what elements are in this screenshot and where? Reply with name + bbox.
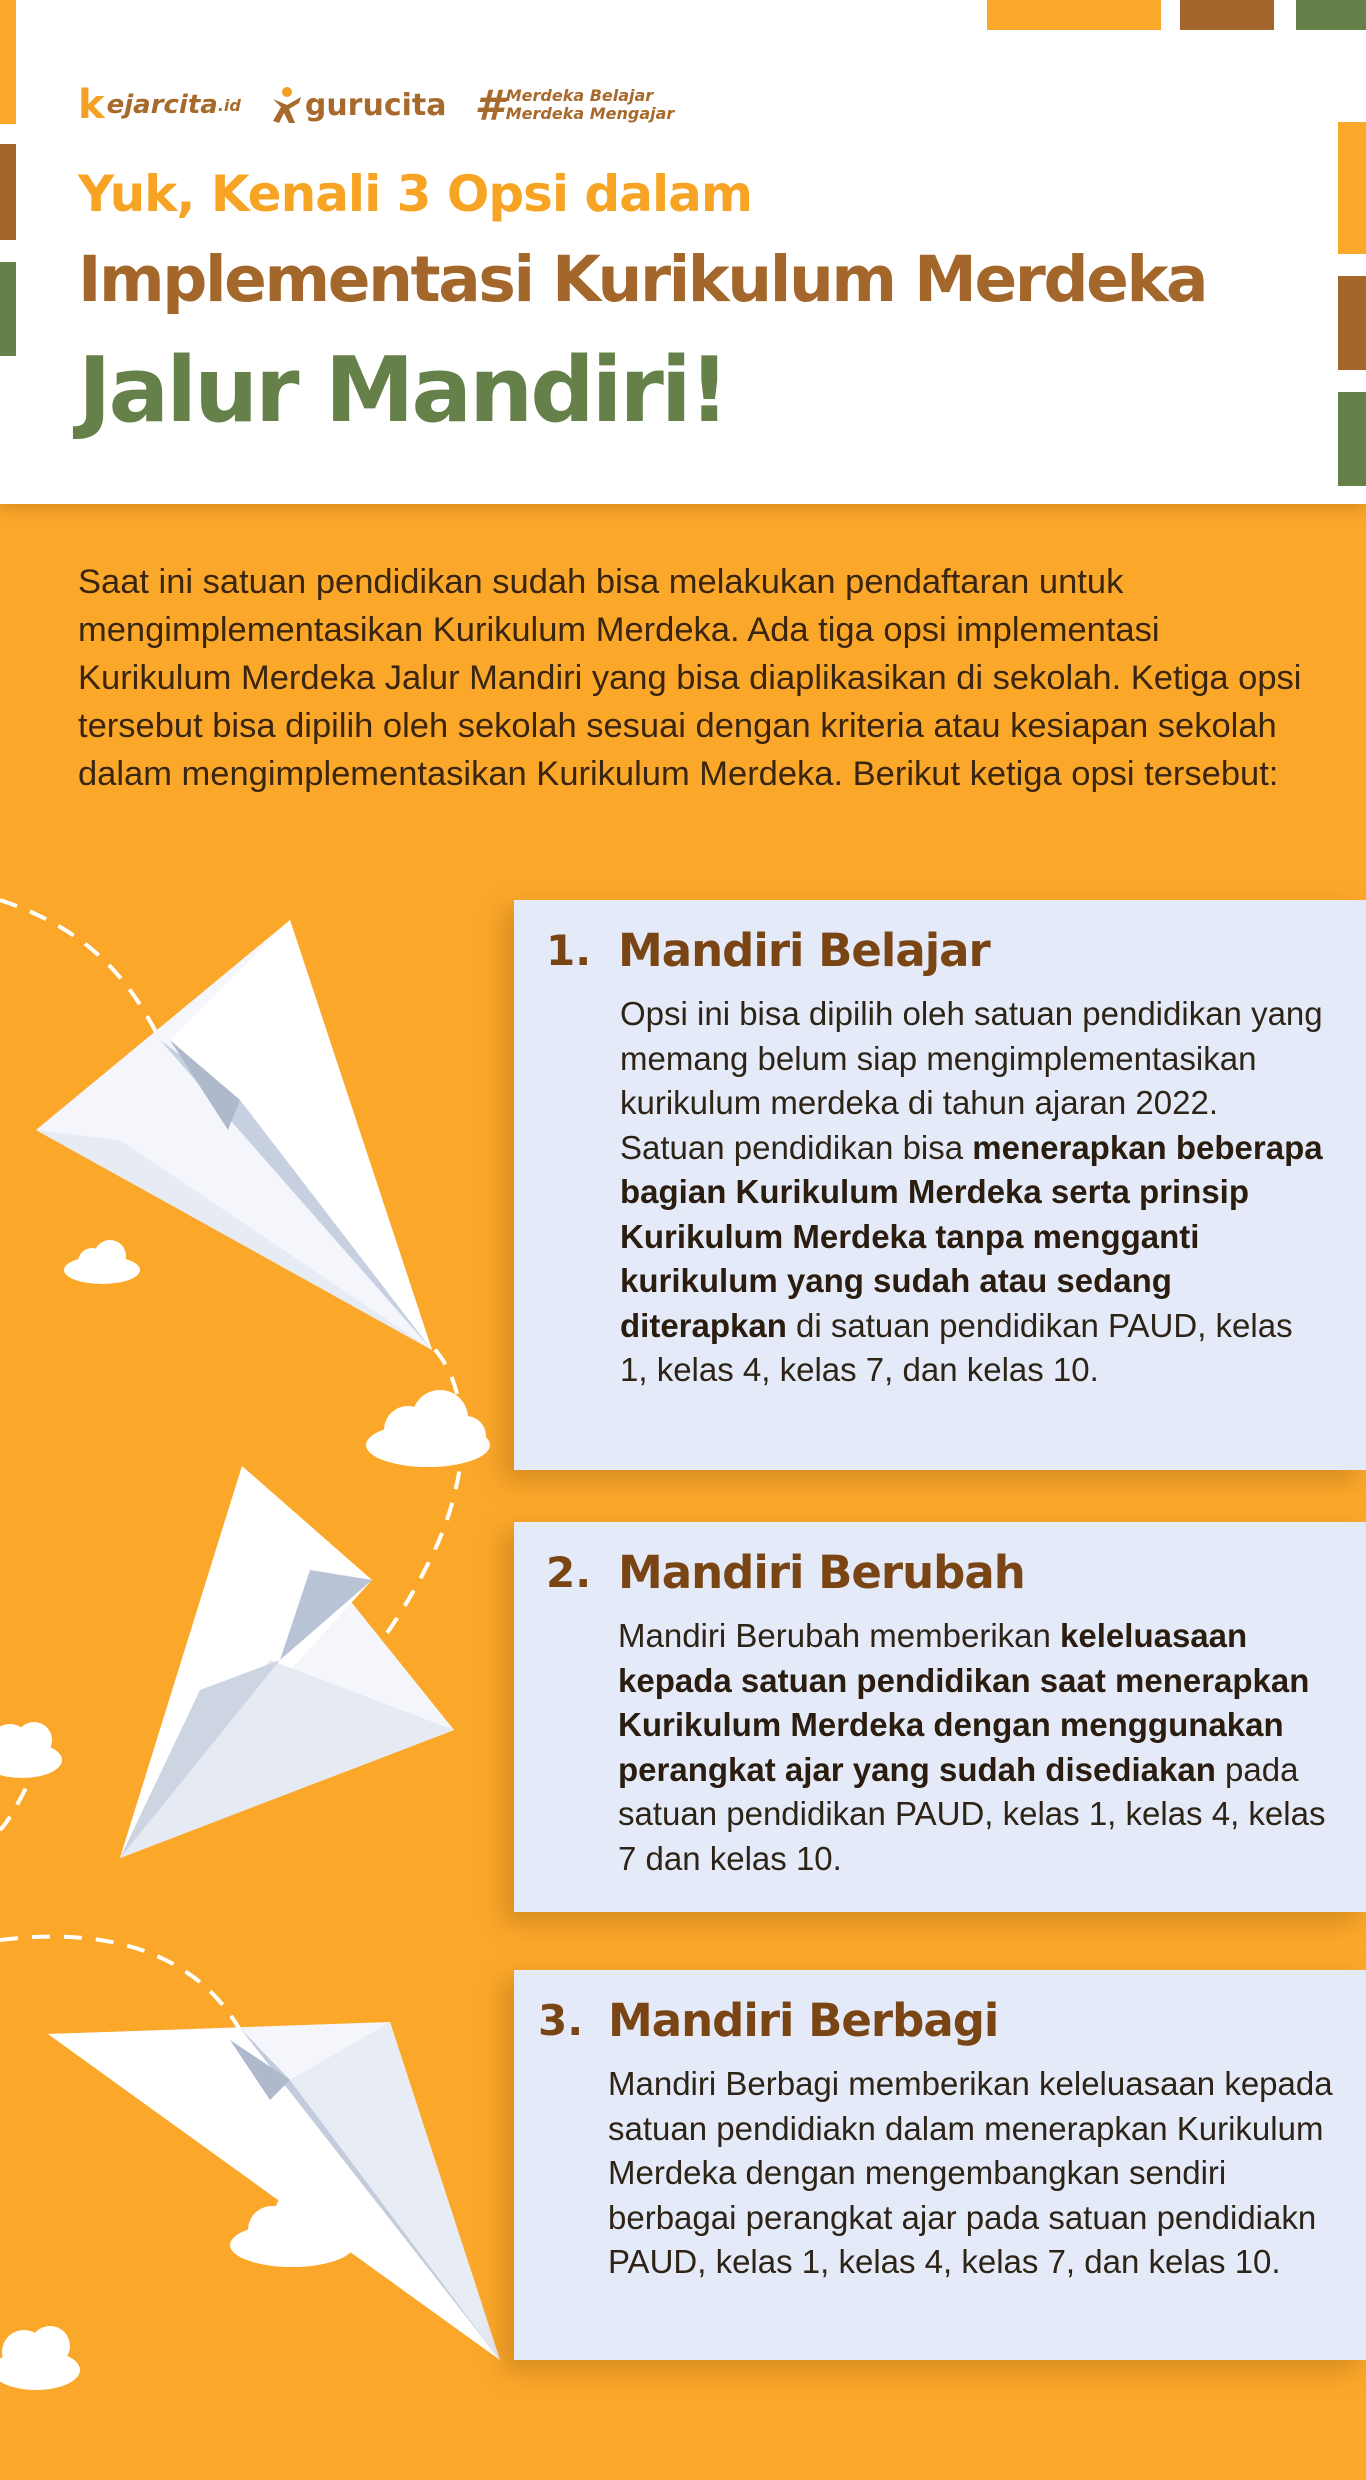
dashed-flight-path (0, 900, 160, 1040)
cloud-icon (64, 1240, 140, 1284)
deco-block-left-brown (0, 144, 16, 240)
paper-plane-icon (120, 1466, 454, 1858)
dashed-flight-path (370, 1330, 462, 1660)
option-card-2 (514, 1522, 1366, 1912)
merdeka-logo (474, 81, 674, 130)
deco-block-right-brown (1338, 276, 1366, 370)
logo-row (78, 80, 674, 130)
intro-paragraph: Saat ini satuan pendidikan sudah bisa melakukan pendaftaran untuk mengimplementasikan Kurikulum Merdeka. Ada tiga opsi implementasi Kurikulum Merdeka Jalur Mandiri yang bisa diaplikasikan di sekolah. Ketiga opsi tersebut bisa dipilih oleh sekolah sesuai dengan kriteria atau kesiapan sekolah dalam mengimplementasikan Kurikulum Merdeka. Berikut ketiga opsi tersebut: (78, 563, 1302, 793)
option-title-3: Mandiri Berbagi (608, 1994, 999, 2047)
kejarcita-mark: k (78, 82, 105, 128)
title-line2: Implementasi Kurikulum Merdeka (78, 243, 1207, 316)
paper-plane-icon (48, 2022, 500, 2360)
option-body-1-bold: menerapkan beberapa bagian Kurikulum Merdeka serta prinsip Kurikulum Merdeka tanpa mengganti kurikulum yang sudah atau sedang diterapkan (620, 1128, 1323, 1344)
option-number-1: 1. (546, 926, 592, 975)
dashed-flight-path (0, 1937, 240, 2030)
hashtag-icon: # (474, 80, 504, 130)
option-body-3-pre: Mandiri Berbagi memberikan keleluasaan kepada satuan pendidiakn dalam menerapkan Kurikulum Merdeka dengan mengembangkan sendiri berbagai perangkat ajar pada satuan pendidiakn PAUD, kelas 1, kelas 4, kelas 7, dan kelas 10. (608, 2065, 1333, 2280)
title-line1: Yuk, Kenali 3 Opsi dalam (78, 165, 752, 223)
deco-block-left-orange (0, 0, 16, 124)
option-title-2: Mandiri Berubah (618, 1546, 1025, 1599)
gurucita-logo (269, 85, 447, 125)
deco-block-left-green (0, 262, 16, 356)
merdeka-line2: Merdeka Mengajar (505, 104, 675, 123)
deco-block-top-brown (1180, 0, 1274, 30)
option-body-1 (620, 992, 1326, 1393)
option-number-2: 2. (546, 1548, 592, 1597)
deco-block-top-green (1296, 0, 1366, 30)
kejarcita-name: ejarcita (106, 90, 218, 120)
option-body-1-post: di satuan pendidikan PAUD, kelas 1, kelas 4, kelas 7, dan kelas 10. (620, 1306, 1293, 1388)
option-card-3 (514, 1970, 1366, 2360)
option-body-2 (618, 1614, 1328, 1881)
kejarcita-logo (78, 82, 241, 128)
gurucita-figure-icon (269, 85, 305, 125)
header (0, 0, 1366, 504)
deco-block-right-orange (1338, 122, 1366, 254)
paper-plane-icon (36, 920, 432, 1350)
option-title-1: Mandiri Belajar (618, 924, 990, 977)
option-card-1 (514, 900, 1366, 1470)
gurucita-name: gurucita (304, 87, 447, 123)
option-body-3 (608, 2062, 1338, 2285)
option-body-2-pre: Mandiri Berubah memberikan (618, 1617, 1061, 1654)
option-body-2-bold: keleluasaan kepada satuan pendidikan saat menerapkan Kurikulum Merdeka dengan menggunakan perangkat ajar yang sudah disediakan (618, 1617, 1310, 1788)
title-line3: Jalur Mandiri! (78, 338, 727, 443)
option-body-2-post: pada satuan pendidikan PAUD, kelas 1, kelas 4, kelas 7 dan kelas 10. (618, 1750, 1326, 1877)
kejarcita-domain: .id (217, 95, 241, 115)
deco-block-top-orange (987, 0, 1161, 30)
merdeka-line1: Merdeka Belajar (505, 86, 654, 105)
cloud-icon (0, 1722, 62, 1778)
cloud-icon (366, 1390, 490, 1467)
cloud-icon (0, 2326, 80, 2390)
deco-block-right-green (1338, 392, 1366, 486)
option-number-3: 3. (538, 1996, 584, 2045)
option-body-1-pre: Opsi ini bisa dipilih oleh satuan pendidikan yang memang belum siap mengimplementasikan kurikulum merdeka di tahun ajaran 2022. Satuan pendidikan bisa (620, 995, 1323, 1166)
